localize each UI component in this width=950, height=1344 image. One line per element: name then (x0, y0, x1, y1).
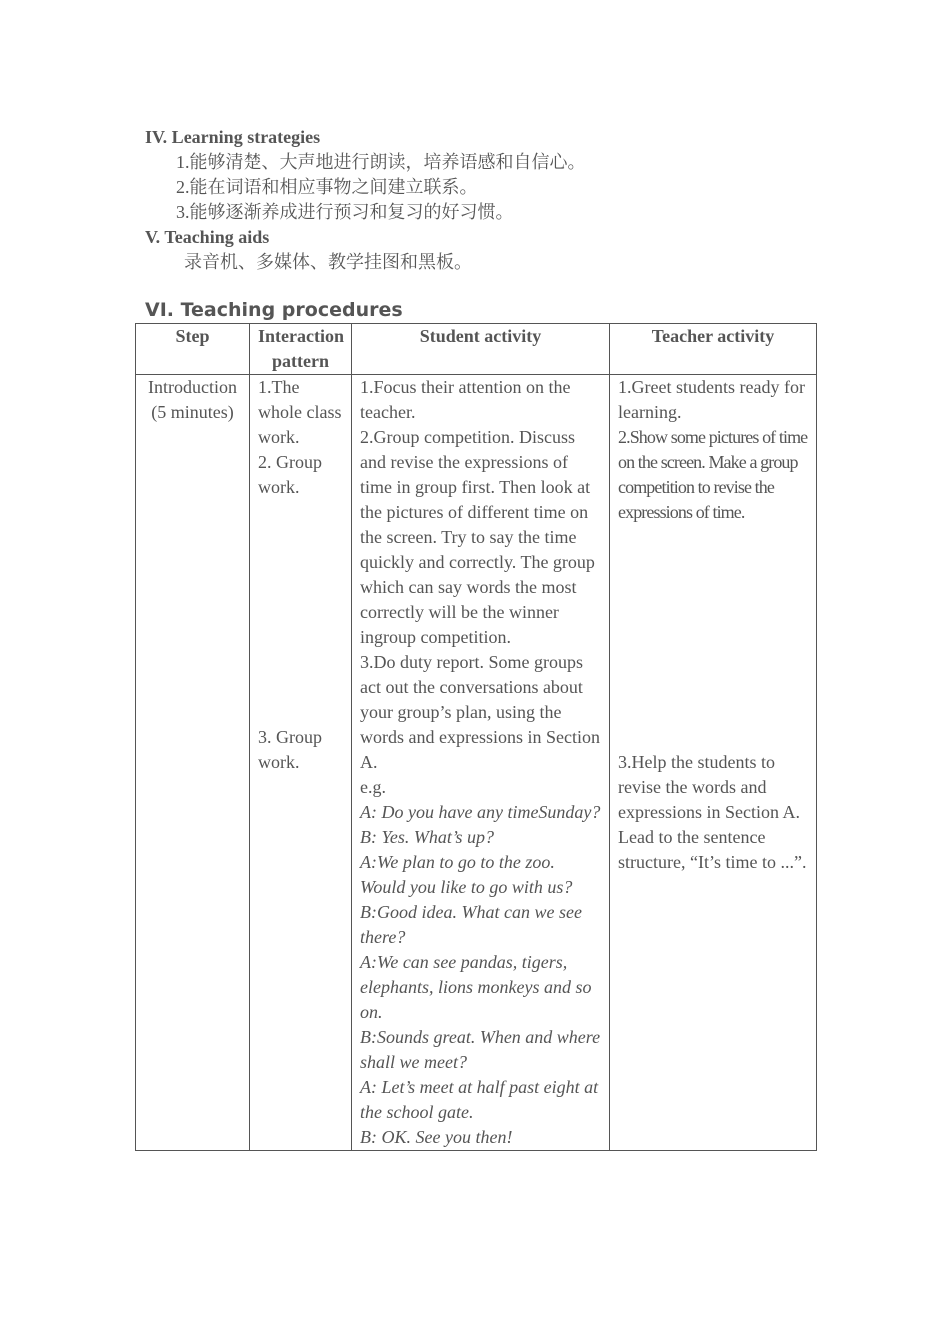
example-label: e.g. (360, 777, 386, 797)
interaction-2: 2. Group work. (258, 452, 322, 497)
student-step-1: 1.Focus their attention on the teacher. (360, 377, 571, 422)
dialogue-line: A: Do you have any timeSunday? (360, 802, 601, 822)
table-row (136, 375, 817, 1151)
header-interaction-pattern: Interaction pattern (250, 324, 352, 375)
teacher-step-3: 3.Help the students to revise the words and expressions in Section A. Lead to the sentence structure, “It’s time to ...”. (618, 752, 807, 872)
strategy-item-3: 3.能够逐渐养成进行预习和复习的好习惯。 (176, 202, 514, 222)
dialogue-line: A:We can see pandas, tigers, elephants, lions monkeys and so on. (360, 952, 592, 1022)
header-teacher-activity: Teacher activity (610, 324, 817, 375)
student-activity-cell (352, 375, 610, 1151)
dialogue-line: B:Sounds great. When and where shall we meet? (360, 1027, 601, 1072)
teaching-aids-text: 录音机、多媒体、教学挂图和黑板。 (184, 252, 472, 272)
section-heading-learning-strategies: IV. Learning strategies (145, 127, 321, 147)
dialogue-line: B: Yes. What’s up? (360, 827, 495, 847)
strategy-item-2: 2.能在词语和相应事物之间建立联系。 (176, 177, 478, 197)
dialogue-line: B: OK. See you then! (360, 1127, 513, 1147)
teacher-step-2: 2.Show some pictures of time on the screen. Make a group competition to revise the expressions of time. (618, 427, 808, 522)
interaction-3: 3. Group work. (258, 727, 322, 772)
dialogue-line: B:Good idea. What can we see there? (360, 902, 582, 947)
dialogue-line: A:We plan to go to the zoo. Would you like to go with us? (360, 852, 573, 897)
procedures-table (135, 323, 817, 1151)
section-heading-teaching-procedures: VI. Teaching procedures (145, 299, 403, 321)
header-step: Step (136, 324, 250, 375)
student-step-3: 3.Do duty report. Some groups act out the conversations about your group’s plan, using the words and expressions in Section A. (360, 652, 600, 772)
teacher-activity-cell (610, 375, 817, 1151)
interaction-cell (250, 375, 352, 1151)
student-step-2: 2.Group competition. Discuss and revise the expressions of time in group first. Then look at the pictures of different time on the screen. Try to say the time quickly and correctly. The group which can say words the most correctly will be the winner ingroup competition. (360, 427, 595, 647)
interaction-1: 1.The whole class work. (258, 377, 342, 447)
section-heading-teaching-aids: V. Teaching aids (145, 227, 270, 247)
strategy-item-1: 1.能够清楚、大声地进行朗读，培养语感和自信心。 (176, 152, 586, 172)
step-cell (136, 375, 250, 1151)
dialogue-line: A: Let’s meet at half past eight at the school gate. (360, 1077, 599, 1122)
step-text: Introduction (5 minutes) (148, 377, 237, 422)
teacher-step-1: 1.Greet students ready for learning. (618, 377, 805, 422)
table-header-row (136, 324, 817, 375)
header-student-activity: Student activity (352, 324, 610, 375)
